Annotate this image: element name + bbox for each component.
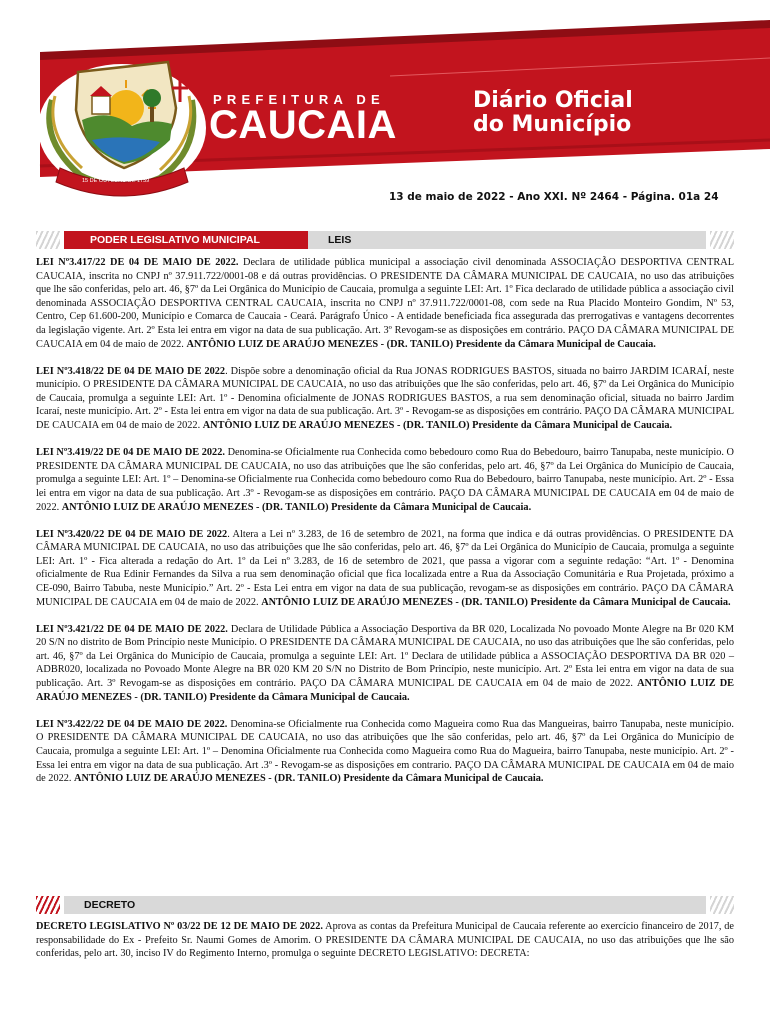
act-body: . Altera a Lei nº 3.283, de 16 de setembro de 2021, na forma que indica e dá outras providências. O PRESIDENTE DA CÂMARA MUNICIPAL DE CAUCAIA, no uso das atribuições que lhe são conferidas, pelo art. 46, §7º da Lei Orgânica do Município de Caucaia, promulga a seguinte LEI: Art. 1º - Fica alterada a redação do Art. 1º da Lei nº 3.283, de 16 de setembro de 2021, que passa a vigorar com a seguinte redação: “Art. 1º - Denomina oficialmente de Rua Edinir Fernandes da Silva a rua sem denominação oficial que fica localizada entre a Rua da Associação Comunitária e Rua Projetada, próximo a CE-090, Bairro Tabuba, neste Município.” Art. 2º - Esta Lei entra em vigor na data de sua publicação, revogam-se as disposições em contrário. PAÇO DA CÂMARA MUNICIPAL DE CAUCAIA em 04 de maio de 2022. (36, 528, 734, 608)
act-lead: LEI Nº3.421/22 DE 04 DE MAIO DE 2022. (36, 623, 228, 635)
act-lei-3419 (36, 446, 734, 514)
act-signature: ANTÔNIO LUIZ DE ARAÚJO MENEZES - (DR. TANILO) Presidente da Câmara Municipal de Caucaia. (36, 678, 734, 703)
brand-name: CAUCAIA (209, 103, 397, 147)
act-lei-3422 (36, 718, 734, 786)
section-bar-legislativo (36, 231, 734, 249)
act-body: Declara de utilidade pública municipal a associação civil denominada ASSOCIAÇÃO DESPORTIVA CENTRAL CAUCAIA, inscrita no CNPJ nº 37.911.722/0001-08 e dá outras providências. O PRESIDENTE DA CÂMARA MUNICIPAL DE CAUCAIA, no uso das atribuições que lhe são conferidas, pelo art. 46, §7º da Lei Orgânica do Município de Caucaia, promulga a seguinte LEI: Art. 1º Fica declarado de utilidade pública a associação civil denominada ASSOCIAÇÃO DESPORTIVA CENTRAL CAUCAIA, inscrita no CNPJ nº 37.911.722/0001-08, com sede na Rua Placido Monteiro Gondim, Nº 53, Centro, Cep 61.600-200, Município e Comarca de Caucaia - Ceará. Parágrafo Único - A entidade beneficiada fica assegurada das prerrogativas e vantagens decorrentes da legislação vigente. Art. 2º Esta lei entra em vigor na data de sua publicação. Art. 3º Revogam-se as disposições em contrário. PAÇO DA CÂMARA MUNICIPAL DE CAUCAIA em 04 de maio de 2022. (36, 257, 734, 350)
issue-info: 13 de maio de 2022 - Ano XXI. Nº 2464 - Página. 01a 24 (389, 191, 719, 203)
act-signature: ANTÔNIO LUIZ DE ARAÚJO MENEZES - (DR. TANILO) Presidente da Câmara Municipal de Caucaia. (61, 501, 532, 513)
act-lead: LEI Nº3.422/22 DE 04 DE MAIO DE 2022. (36, 718, 228, 730)
act-lei-3417 (36, 256, 734, 351)
publication-title-line2: do Município (473, 112, 632, 137)
publication-title (473, 89, 703, 137)
act-signature: ANTÔNIO LUIZ DE ARAÚJO MENEZES - (DR. TANILO) Presidente da Câmara Municipal de Caucaia. (202, 420, 673, 432)
acts-list (36, 256, 734, 799)
hatch-left (36, 231, 60, 249)
act-lead: LEI Nº3.417/22 DE 04 DE MAIO DE 2022. (36, 257, 239, 268)
seal-text-bottom: 15 DE OUTUBRO DE 1759 (82, 178, 150, 184)
section-title-decreto: DECRETO (64, 896, 706, 914)
seal-text-top: CAUCAIA (104, 169, 137, 176)
brand-prefix: PREFEITURA DE (213, 92, 385, 107)
act-body: Aprova as contas da Prefeitura Municipal de Caucaia referente ao exercício financeiro de 2017, de responsabilidade do Ex - Prefeito Sr. Naumi Gomes de Amorim. O PRESIDENTE DA CÂMARA MUNICIPAL DE CAUCAIA, no uso das atribuições que lhe são conferidas, pelo art. 30, inciso IV do Regimento Interno, promulga o seguinte DECRETO LEGISLATIVO: DECRETA: (36, 921, 735, 960)
hatch-right (710, 231, 734, 249)
act-body: Denomina-se Oficialmente rua Conhecida como Magueira como Rua das Mangueiras, bairro Tanupaba, neste município. O PRESIDENTE DA CÂMARA MUNICIPAL DE CAUCAIA, no uso das atribuições que lhe são conferidas, pelo art. 46, §7º da Lei Orgânica do Município de Caucaia, promulga a seguinte LEI: Art. 1º – Denomina Oficialmente rua Conhecida como Magueira como Rua do Magueira, bairro Tanupaba, neste município. Art. 2º - Essa lei entra em vigor na data de sua publicação. Art .3º - Revogam-se as disposições em contrario. PAÇO DA CÂMARA MUNICIPAL DE CAUCAIA em 04 de maio de 2022. (36, 718, 734, 785)
decreto-content (36, 920, 734, 974)
act-decreto-03-22 (36, 920, 734, 961)
act-lead: LEI Nº3.420/22 DE 04 DE MAIO DE 2022 (36, 528, 228, 540)
publication-title-line1: Diário Oficial (473, 88, 633, 113)
section-title-legislativo: PODER LEGISLATIVO MUNICIPAL (64, 231, 308, 249)
section-subtitle-leis: LEIS (308, 231, 706, 249)
section-bar-decreto (36, 896, 734, 914)
act-lead: LEI Nº3.418/22 DE 04 DE MAIO DE 2022 (36, 365, 226, 377)
act-lei-3421 (36, 623, 734, 705)
act-lead: LEI Nº3.419/22 DE 04 DE MAIO DE 2022. (36, 447, 225, 459)
act-signature: ANTÔNIO LUIZ DE ARAÚJO MENEZES - (DR. TANILO) Presidente da Câmara Municipal de Caucaia. (261, 596, 731, 608)
hatch-left-red (36, 896, 60, 914)
act-lead: DECRETO LEGISLATIVO Nº 03/22 DE 12 DE MAIO DE 2022. (36, 921, 323, 932)
act-lei-3420 (36, 528, 734, 610)
act-body: Declara de Utilidade Pública a Associação Desportiva da BR 020, Localizada No povoado Monte Alegre na Br 020 KM 20 S/N no distrito de Bom Princípio neste Município. O PRESIDENTE DA CÂMARA MUNICIPAL DE CAUCAIA, no uso das atribuições que lhe são conferidas, pelo art. 46, §7º da Lei Orgânica do Município de Caucaia, promulga a seguinte LEI: Art. 1º Declara de utilidade pública a ASSOCIAÇÃO DESPORTIVA DA BR 020 – ADBR020, localizada no Povoado Monte Alegre na BR 020 KM 20 S/N no Distrito de Bom Princípio, neste município. Art. 2º Esta lei entra em vigor na data de sua publicação. Art. 3º Revogam-se as disposições em contrário. PAÇO DA CÂMARA MUNICIPAL DE CAUCAIA em 04 de maio de 2022. (36, 623, 734, 690)
act-lei-3418 (36, 365, 734, 433)
act-signature: ANTÔNIO LUIZ DE ARAÚJO MENEZES - (DR. TANILO) Presidente da Câmara Municipal de Caucaia. (186, 338, 656, 350)
act-body: . Dispõe sobre a denominação oficial da Rua JONAS RODRIGUES BASTOS, situada no bairro JARDIM ICARAÍ, neste município. O PRESIDENTE DA CÂMARA MUNICIPAL DE CAUCAIA, no uso das atribuições que lhe são conferidas, pelo art. 46, §7º da Lei Orgânica do Município de Caucaia, promulga a seguinte LEI: Art. 1º - Denomina oficialmente de JONAS RODRIGUES BASTOS, a rua sem denominação oficial, situada no bairro Jardim Icaraí, neste município. Art. 2º - Esta lei entra em vigor na data de sua publicação. Art. 3º - Revogam-se as disposições em contrário. PAÇO DA CÂMARA MUNICIPAL DE CAUCAIA em 04 de maio de 2022. (36, 365, 734, 432)
hatch-right (710, 896, 734, 914)
act-signature: ANTÔNIO LUIZ DE ARAÚJO MENEZES - (DR. TANILO) Presidente da Câmara Municipal de Caucaia. (74, 773, 544, 785)
masthead (0, 0, 770, 222)
act-body: Denomina-se Oficialmente rua Conhecida como bebedouro como Rua do Bebedouro, bairro Tanupaba, neste município. O PRESIDENTE DA CÂMARA MUNICIPAL DE CAUCAIA, no uso das atribuições que lhe são conferidas, pelo art. 46, §7º da Lei Orgânica do Município de Caucaia, promulga a seguinte LEI: Art. 1º – Denomina-se Oficialmente rua Conhecida como bebedouro como Rua do Bebedouro, bairro Tanupaba, neste município. Art. 2º - Essa lei entra em vigor na data de sua publicação. Art .3º - Revogam-se as disposições em contrário. PAÇO DA CÂMARA MUNICIPAL DE CAUCAIA em 04 de maio de 2022. (36, 447, 734, 513)
